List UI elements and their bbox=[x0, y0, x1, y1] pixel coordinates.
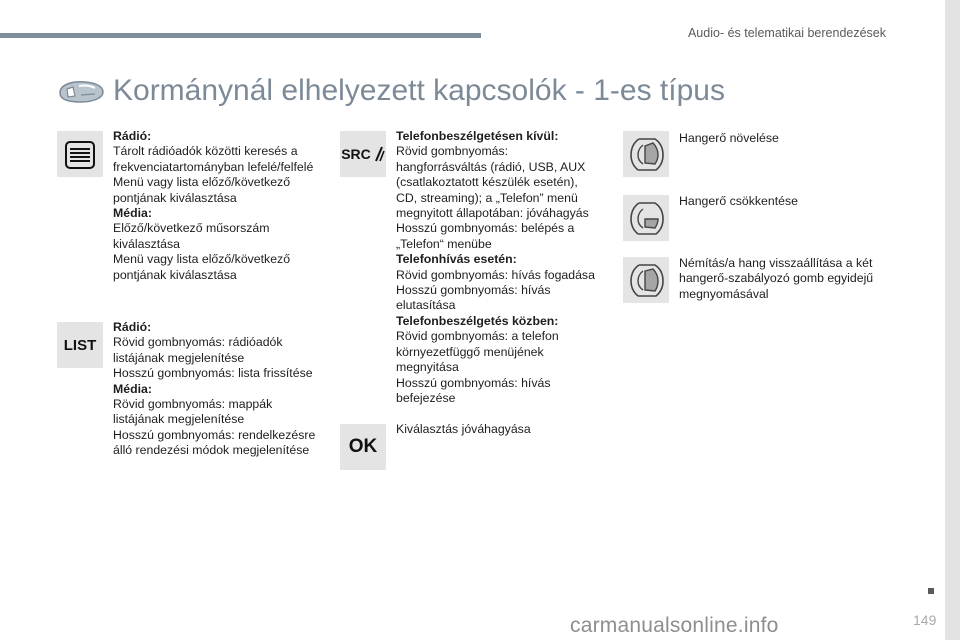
desc-line: Hangerő csökkentése bbox=[679, 194, 798, 208]
phone-slash-icon bbox=[373, 146, 385, 162]
desc-line: Telefonhívás esetén: bbox=[396, 252, 517, 267]
desc-line: Hosszú gombnyomás: hívás bbox=[396, 375, 551, 390]
desc-line: elutasítása bbox=[396, 298, 456, 313]
page-edge-strip bbox=[945, 0, 960, 640]
scroll-wheel-control bbox=[57, 131, 103, 177]
list-description bbox=[113, 320, 315, 459]
desc-line: Kiválasztás jóváhagyása bbox=[396, 422, 531, 436]
running-header: Audio- és telematikai berendezések bbox=[687, 26, 886, 40]
desc-line: listájának megjelenítése bbox=[113, 412, 245, 427]
header-rule bbox=[0, 33, 481, 38]
desc-line: megnyitott állapotában: jóváhagyás bbox=[396, 206, 589, 221]
desc-line: Előző/következő műsorszám bbox=[113, 221, 270, 236]
page-number: 149 bbox=[913, 612, 937, 628]
desc-line: befejezése bbox=[396, 390, 456, 405]
desc-line: (csatlakoztatott készülék esetén), bbox=[396, 175, 578, 190]
desc-line: Rádió: bbox=[113, 129, 152, 143]
desc-line: CD, streaming); a „Telefon” menü bbox=[396, 190, 578, 205]
desc-line: Némítás/a hang visszaállítása a két bbox=[679, 256, 873, 270]
desc-line: megnyomásával bbox=[679, 286, 769, 301]
desc-line: Média: bbox=[113, 206, 152, 221]
ok-description bbox=[396, 422, 531, 437]
desc-line: Rádió: bbox=[113, 320, 152, 334]
steering-wheel-controls-icon bbox=[57, 80, 105, 104]
mute-description bbox=[679, 256, 873, 302]
desc-line: Hosszú gombnyomás: hívás bbox=[396, 283, 551, 298]
scroll-wheel-icon bbox=[57, 131, 103, 177]
desc-line: Rövid gombnyomás: rádióadók bbox=[113, 335, 283, 350]
desc-line: pontjának kiválasztása bbox=[113, 267, 237, 282]
desc-line: Telefonbeszélgetésen kívül: bbox=[396, 129, 559, 143]
desc-line: Rövid gombnyomás: a telefon bbox=[396, 329, 559, 344]
desc-line: Tárolt rádióadók közötti keresés a bbox=[113, 144, 298, 159]
mute-icon bbox=[623, 257, 669, 303]
mute-control bbox=[623, 257, 669, 303]
desc-line: álló rendezési módok megjelenítése bbox=[113, 443, 310, 458]
desc-line: Rövid gombnyomás: bbox=[396, 144, 509, 159]
desc-line: frekvenciatartományban lefelé/felfelé bbox=[113, 159, 314, 174]
volume-down-description bbox=[679, 194, 798, 209]
volume-down-icon bbox=[623, 195, 669, 241]
src-button bbox=[340, 131, 386, 177]
desc-line: Telefonbeszélgetés közben: bbox=[396, 313, 559, 328]
desc-line: kiválasztása bbox=[113, 236, 180, 251]
volume-up-icon bbox=[623, 131, 669, 177]
desc-line: megnyitása bbox=[396, 360, 459, 375]
desc-line: hangforrásváltás (rádió, USB, AUX bbox=[396, 159, 586, 174]
volume-up-control bbox=[623, 131, 669, 177]
desc-line: Rövid gombnyomás: mappák bbox=[113, 397, 273, 412]
volume-up-description bbox=[679, 131, 779, 146]
desc-line: Menü vagy lista előző/következő bbox=[113, 252, 291, 267]
scroll-wheel-description bbox=[113, 129, 313, 283]
desc-line: listájának megjelenítése bbox=[113, 350, 245, 365]
continuation-marker bbox=[928, 588, 934, 594]
desc-line: Hosszú gombnyomás: lista frissítése bbox=[113, 366, 313, 381]
desc-line: Rövid gombnyomás: hívás fogadása bbox=[396, 267, 595, 282]
desc-line: Menü vagy lista előző/következő bbox=[113, 175, 291, 190]
list-button: LIST bbox=[57, 322, 103, 368]
page-title: Kormánynál elhelyezett kapcsolók - 1-es típus bbox=[113, 74, 725, 107]
desc-line: Hosszú gombnyomás: rendelkezésre bbox=[113, 427, 316, 442]
desc-line: hangerő-szabályozó gomb egyidejű bbox=[679, 271, 874, 286]
desc-line: Média: bbox=[113, 381, 152, 396]
src-description bbox=[396, 129, 595, 406]
ok-button: OK bbox=[340, 424, 386, 470]
desc-line: Hangerő növelése bbox=[679, 131, 779, 145]
src-label: SRC bbox=[341, 146, 371, 162]
desc-line: környezetfüggő menüjének bbox=[396, 344, 544, 359]
volume-down-control bbox=[623, 195, 669, 241]
desc-line: „Telefon“ menübe bbox=[396, 236, 492, 251]
desc-line: Hosszú gombnyomás: belépés a bbox=[396, 221, 575, 236]
watermark: carmanualsonline.info bbox=[570, 614, 779, 637]
desc-line: pontjának kiválasztása bbox=[113, 190, 237, 205]
